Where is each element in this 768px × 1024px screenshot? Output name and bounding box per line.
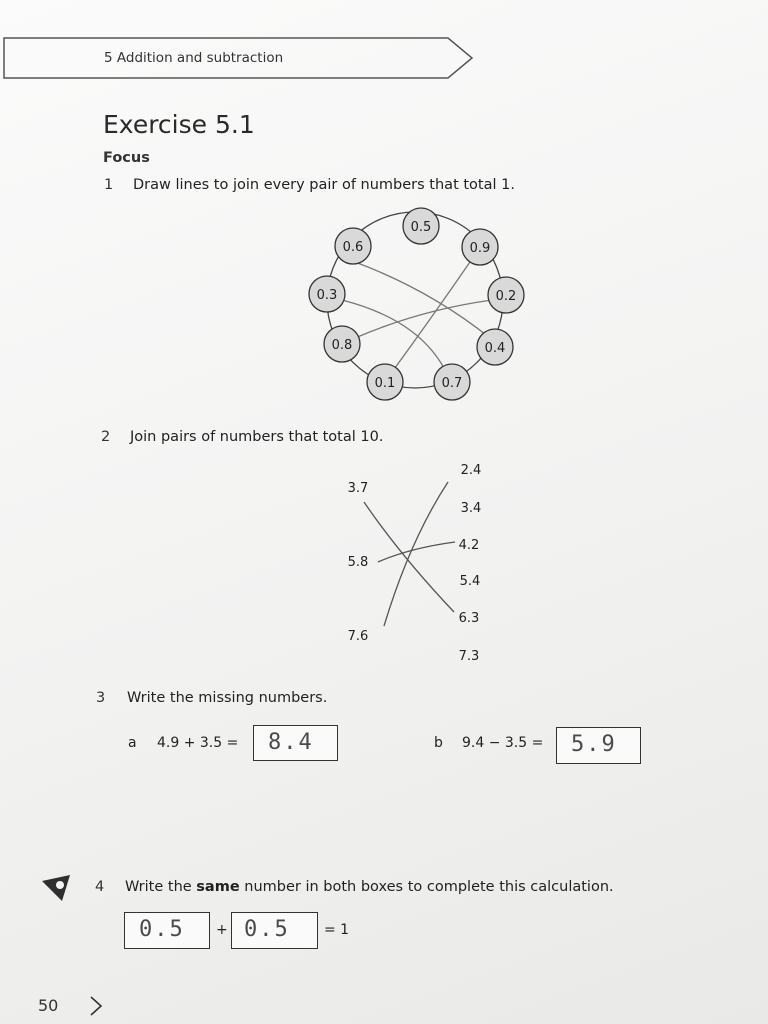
q4-box-2-answer: 0.5	[244, 917, 290, 942]
number-node-label: 0.5	[410, 220, 432, 235]
match-line-7.6-2.4	[384, 482, 448, 626]
challenge-icon	[40, 873, 74, 903]
match-line-5.8-4.2	[378, 542, 455, 562]
q4-equals: = 1	[324, 922, 350, 938]
q4-text-after: number in both boxes to complete this calculation.	[239, 879, 614, 895]
match-number-label: 6.3	[458, 611, 480, 626]
number-node-label: 0.2	[495, 289, 517, 304]
number-node-label: 0.4	[484, 341, 506, 356]
q4-text-before: Write the	[125, 879, 197, 895]
q1-text: Draw lines to join every pair of numbers that total 1.	[133, 177, 515, 193]
exercise-title: Exercise 5.1	[103, 110, 255, 139]
match-number-label: 4.2	[458, 538, 480, 553]
q4-text-bold: same	[196, 879, 240, 895]
q2-number: 2	[101, 429, 111, 445]
page-number: 50	[38, 996, 59, 1015]
q4-box-1[interactable]	[124, 912, 210, 949]
number-node-label: 0.8	[331, 338, 353, 353]
q4-plus-sign: +	[216, 922, 228, 938]
number-node-label: 0.3	[316, 288, 338, 303]
q3a-expression: 4.9 + 3.5 =	[157, 735, 239, 751]
q3b-answer: 5.9	[571, 732, 617, 757]
q3b-expression: 9.4 − 3.5 =	[462, 735, 544, 751]
number-node-label: 0.6	[342, 240, 364, 255]
q3-number: 3	[96, 690, 106, 706]
match-number-label: 2.4	[460, 463, 482, 478]
number-node-label: 0.7	[441, 376, 463, 391]
q1-number: 1	[104, 177, 114, 193]
match-number-label: 7.6	[347, 629, 369, 644]
number-node-label: 0.9	[469, 241, 491, 256]
number-node-label: 0.1	[374, 376, 396, 391]
q4-box-1-answer: 0.5	[139, 917, 185, 942]
q4-number: 4	[95, 879, 105, 895]
q2-text: Join pairs of numbers that total 10.	[130, 429, 384, 445]
q3a-answer: 8.4	[268, 730, 314, 755]
q3b-answer-box[interactable]	[556, 727, 641, 764]
match-number-label: 7.3	[458, 649, 480, 664]
chevron-right-icon	[88, 994, 104, 1018]
match-number-label: 3.4	[460, 501, 482, 516]
match-number-label: 5.4	[459, 574, 481, 589]
section-label: Focus	[103, 150, 150, 166]
q3b-label: b	[434, 735, 443, 751]
q4-text	[125, 879, 614, 895]
q3a-answer-box[interactable]	[253, 725, 338, 761]
chapter-heading: 5 Addition and subtraction	[104, 50, 284, 66]
q4-box-2[interactable]	[231, 912, 318, 949]
match-number-label: 5.8	[347, 555, 369, 570]
q3-text: Write the missing numbers.	[127, 690, 328, 706]
match-number-label: 3.7	[347, 481, 369, 496]
q3a-label: a	[128, 735, 137, 751]
